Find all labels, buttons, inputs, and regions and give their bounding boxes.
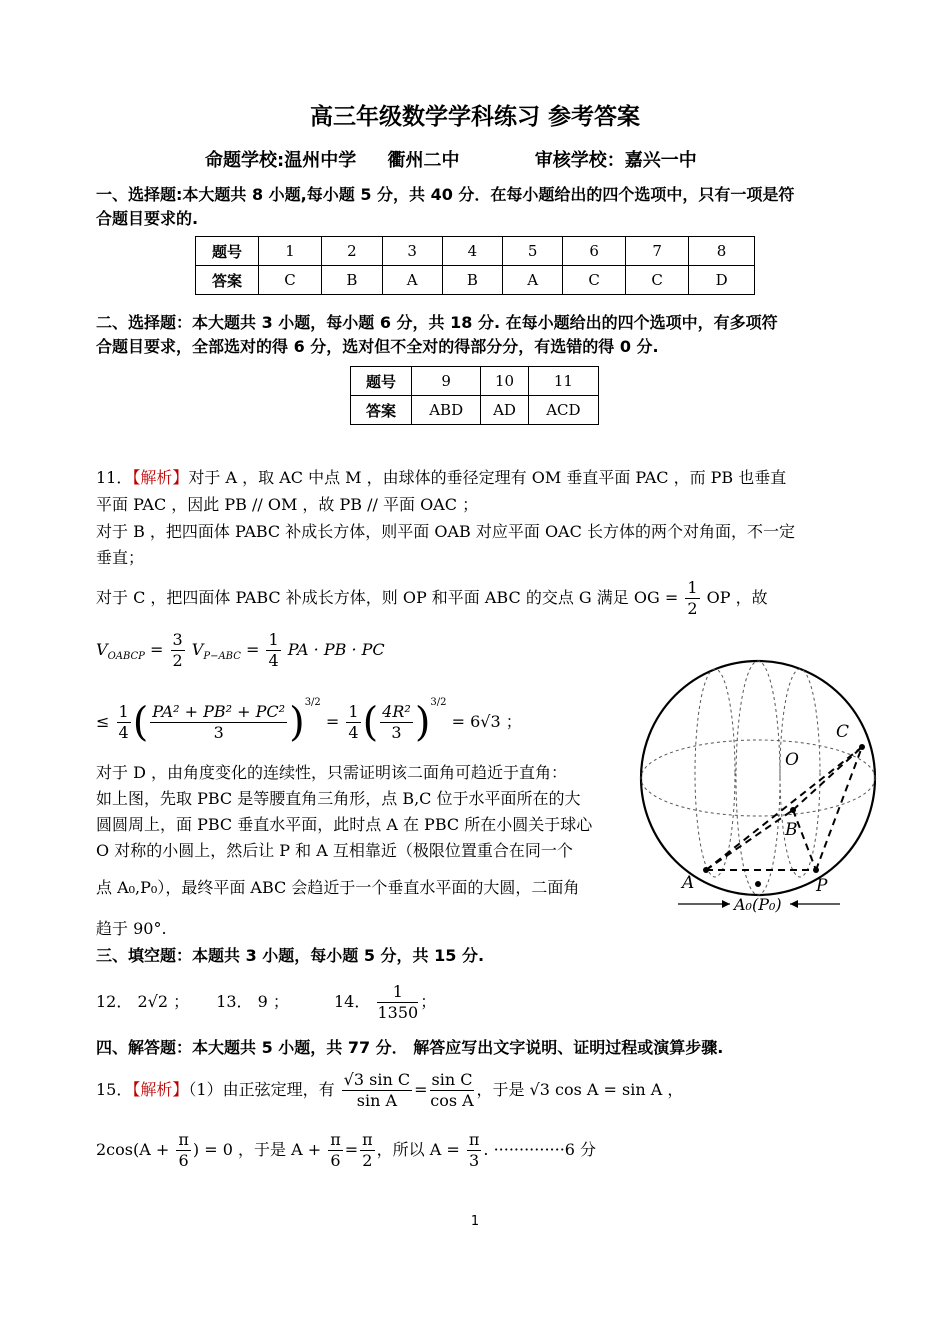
section2-line2: 合题目要求，全部选对的得 6 分，选对但不全对的得部分分，有选错的得 0 分. bbox=[96, 337, 659, 356]
math-text: PA · PB · PC bbox=[287, 640, 385, 659]
fraction-numerator: π bbox=[362, 1130, 373, 1149]
fraction-numerator: 1 bbox=[118, 702, 129, 721]
fraction-numerator: π bbox=[178, 1130, 189, 1149]
q11-text: 对于 A ，取 AC 中点 M ，由球体的垂径定理有 OM 垂直平面 PAC ，而 PB 也垂直 bbox=[188, 468, 787, 487]
q11-number: 11． bbox=[96, 468, 133, 487]
table-cell: A bbox=[382, 266, 442, 295]
fraction bbox=[380, 702, 413, 743]
answer-table-2 bbox=[350, 366, 599, 425]
fraction-numerator: 3 bbox=[172, 630, 183, 649]
table-cell: C bbox=[626, 266, 689, 295]
math-text: ≤ bbox=[96, 712, 110, 731]
fraction-denominator: 6 bbox=[330, 1151, 341, 1170]
table-cell: 1 bbox=[259, 237, 322, 266]
fraction-denominator: 4 bbox=[348, 723, 359, 742]
math-text: = bbox=[344, 1140, 359, 1159]
q11-line2: 平面 PAC ，因此 PB // OM ，故 PB // 平面 OAC ； bbox=[96, 495, 479, 514]
fraction bbox=[171, 630, 185, 671]
label-a: A bbox=[682, 873, 695, 893]
analysis-tag: 【解析】 bbox=[132, 468, 189, 487]
math-text: . ··············6 分 bbox=[483, 1140, 597, 1159]
page-title: 高三年级数学学科练习 参考答案 bbox=[309, 104, 640, 130]
table-row bbox=[351, 396, 599, 425]
answer-table-1 bbox=[195, 236, 755, 295]
math-text: 2cos(A + bbox=[96, 1140, 170, 1159]
fraction bbox=[377, 982, 418, 1023]
table-cell: 7 bbox=[626, 237, 689, 266]
fraction bbox=[342, 1070, 412, 1111]
equator-ellipse bbox=[641, 740, 875, 816]
math-v: V bbox=[191, 640, 204, 659]
segment-ab bbox=[706, 810, 793, 870]
school-info: 命题学校:温州中学 衢州二中 审核学校：嘉兴一中 bbox=[205, 150, 697, 171]
table-cell: 3 bbox=[382, 237, 442, 266]
q11-line4: 垂直； bbox=[96, 548, 145, 567]
exponent: 3/2 bbox=[304, 697, 321, 708]
section1-line1: 一、选择题:本大题共 8 小题,每小题 5 分，共 40 分．在每小题给出的四个选项中，只有一项是符 bbox=[96, 185, 795, 204]
arrow-left-icon bbox=[790, 900, 798, 908]
fraction-numerator: π bbox=[468, 1130, 480, 1149]
section1-heading bbox=[96, 183, 866, 231]
fraction bbox=[360, 1130, 375, 1171]
fraction-denominator: 2 bbox=[172, 651, 183, 670]
label-c: C bbox=[836, 722, 850, 742]
fraction-denominator: 2 bbox=[362, 1151, 373, 1170]
label-b: B bbox=[785, 820, 798, 840]
table-cell: D bbox=[689, 266, 755, 295]
q11-line5 bbox=[96, 578, 768, 619]
table-row bbox=[351, 367, 599, 396]
fraction-numerator: PA² + PB² + PC² bbox=[152, 702, 286, 721]
math-sub: P−ABC bbox=[203, 651, 241, 663]
table-cell: 9 bbox=[412, 367, 481, 396]
meridian-ellipse bbox=[736, 661, 780, 895]
math-text: ，所以 A = bbox=[376, 1140, 460, 1159]
section1-line2: 合题目要求的. bbox=[96, 209, 199, 228]
fraction-denominator: 4 bbox=[268, 651, 279, 670]
fraction-numerator: π bbox=[330, 1130, 341, 1149]
q11-text: OP ，故 bbox=[706, 588, 768, 607]
table-row bbox=[196, 237, 755, 266]
table-cell: 4 bbox=[442, 237, 503, 266]
arrow-right-icon bbox=[722, 900, 730, 908]
q11-line10: 圆圆周上，面 PBC 垂直水平面，此时点 A 在 PBC 所在小圆关于球心 bbox=[96, 815, 593, 834]
q11-line8: 对于 D ，由角度变化的连续性，只需证明该二面角可趋近于直角： bbox=[96, 763, 568, 782]
page-number: 1 bbox=[470, 1214, 480, 1229]
fraction bbox=[346, 702, 360, 743]
fraction-denominator: 6 bbox=[178, 1151, 189, 1170]
table-row bbox=[196, 266, 755, 295]
fraction-numerator: 1 bbox=[687, 578, 698, 597]
q11-equation1: $V_{OABCP}$ = $\frac{3}{2}$ $V_{P-ABC}$ = $\frac{1}{4}$ PA · PB · PC bbox=[96, 630, 385, 670]
exponent: 3/2 bbox=[430, 697, 447, 708]
math-text: ) = 0 ，于是 A + bbox=[192, 1140, 322, 1159]
fraction-denominator: 3 bbox=[213, 723, 224, 742]
q11-line9: 如上图，先取 PBC 是等腰直角三角形，点 B,C 位于水平面所在的大 bbox=[96, 789, 581, 808]
section3-heading: 三、填空题：本题共 3 小题，每小题 5 分，共 15 分. bbox=[96, 946, 485, 965]
q11-equation2: ≤ $\frac{1}{4}$ ( $\frac{\text{PA² + PB² + PC²}}{3}$ )$^{3/2}$ = $\frac{1}{4}$ ( $\frac{\text{4R²}}{3}$ )$^{3/2}$ = 6√3 ； bbox=[96, 697, 522, 746]
segment-bc bbox=[793, 747, 862, 810]
table-cell: 10 bbox=[481, 367, 528, 396]
table-cell: B bbox=[442, 266, 503, 295]
table-header-cell: 题号 bbox=[351, 367, 412, 396]
q11-line3: 对于 B ，把四面体 PABC 补成长方体，则平面 OAB 对应平面 OAC 长方体的两个对角面，不一定 bbox=[96, 522, 795, 541]
math-v: V bbox=[96, 640, 108, 659]
table-cell: B bbox=[322, 266, 383, 295]
fraction-denominator: 3 bbox=[391, 723, 402, 742]
q15-number: 15． bbox=[96, 1080, 133, 1099]
q15-text: （1）由正弦定理，有 bbox=[188, 1080, 335, 1099]
table-header-cell: 题号 bbox=[196, 237, 259, 266]
label-a0p0: A₀(P₀) bbox=[734, 895, 782, 914]
math-text: = bbox=[414, 1080, 428, 1099]
fraction-denominator: 1350 bbox=[377, 1003, 419, 1022]
segment-bp bbox=[793, 810, 816, 870]
point-b bbox=[790, 807, 796, 813]
fraction-denominator: sin A bbox=[356, 1091, 398, 1110]
answer-13: 13． 9 ； bbox=[216, 992, 289, 1011]
math-text: = 6√3 ； bbox=[451, 712, 522, 731]
table-cell: C bbox=[563, 266, 626, 295]
table-cell: ACD bbox=[528, 396, 598, 425]
label-o: O bbox=[785, 750, 799, 770]
q15-line2 bbox=[96, 1130, 596, 1171]
fraction-numerator: 4R² bbox=[382, 702, 411, 721]
table-cell: 5 bbox=[503, 237, 563, 266]
fraction-numerator: 1 bbox=[377, 982, 418, 1003]
analysis-tag: 【解析】 bbox=[132, 1080, 189, 1099]
table-cell: A bbox=[503, 266, 563, 295]
section2-heading bbox=[96, 311, 866, 359]
point-p bbox=[813, 867, 819, 873]
fraction bbox=[150, 702, 287, 743]
q15-line1 bbox=[96, 1070, 683, 1111]
q11-line1 bbox=[96, 465, 786, 491]
table-cell: 2 bbox=[322, 237, 383, 266]
meridian-ellipse bbox=[780, 669, 820, 877]
table-cell: 6 bbox=[563, 237, 626, 266]
math-sub: OABCP bbox=[107, 651, 145, 663]
fraction-denominator: 4 bbox=[118, 723, 129, 742]
answer-14-tail: ； bbox=[420, 992, 437, 1011]
section4-heading: 四、解答题：本大题共 5 小题，共 77 分． 解答应写出文字说明、证明过程或演算步骤. bbox=[96, 1038, 724, 1057]
fraction-denominator: 2 bbox=[687, 599, 698, 618]
sphere-outline bbox=[641, 661, 875, 895]
fraction bbox=[117, 702, 131, 743]
fraction bbox=[685, 578, 699, 619]
q11-text: 对于 C ，把四面体 PABC 补成长方体，则 OP 和平面 ABC 的交点 G 满足 OG = bbox=[96, 588, 679, 607]
table-cell: ABD bbox=[412, 396, 481, 425]
q11-line11: O 对称的小圆上，然后让 P 和 A 互相靠近（极限位置重合在同一个 bbox=[96, 841, 573, 860]
label-p: P bbox=[816, 876, 828, 896]
fraction bbox=[467, 1130, 482, 1171]
fraction-numerator: √3 sin C bbox=[343, 1070, 411, 1089]
q11-line12: 点 A₀,P₀），最终平面 ABC 会趋近于一个垂直水平面的大圆，二面角 bbox=[96, 878, 580, 897]
fraction bbox=[176, 1130, 191, 1171]
table-cell: C bbox=[259, 266, 322, 295]
point-c bbox=[859, 744, 865, 750]
point-a bbox=[703, 867, 709, 873]
section2-line1: 二、选择题：本大题共 3 小题，每小题 6 分，共 18 分. 在每小题给出的四个选项中，有多项符 bbox=[96, 313, 778, 332]
table-header-cell: 答案 bbox=[351, 396, 412, 425]
meridian-ellipse bbox=[695, 669, 735, 877]
fill-in-answers bbox=[96, 982, 436, 1023]
fraction bbox=[430, 1070, 475, 1111]
answer-14: 14． bbox=[334, 992, 371, 1011]
table-cell: AD bbox=[481, 396, 528, 425]
sphere-figure bbox=[630, 655, 890, 925]
q15-text: ，于是 √3 cos A = sin A ， bbox=[476, 1080, 684, 1099]
fraction-numerator: sin C bbox=[431, 1070, 473, 1089]
q11-line13: 趋于 90°. bbox=[96, 919, 167, 938]
fraction bbox=[328, 1130, 343, 1171]
table-cell: 8 bbox=[689, 237, 755, 266]
point-a0 bbox=[755, 881, 761, 887]
fraction-denominator: cos A bbox=[430, 1091, 474, 1110]
answer-12: 12． 2√2 ； bbox=[96, 992, 190, 1011]
fraction-numerator: 1 bbox=[348, 702, 359, 721]
fraction-denominator: 3 bbox=[469, 1151, 480, 1170]
fraction-numerator: 1 bbox=[268, 630, 279, 649]
table-header-cell: 答案 bbox=[196, 266, 259, 295]
fraction bbox=[266, 630, 280, 671]
table-cell: 11 bbox=[528, 367, 598, 396]
